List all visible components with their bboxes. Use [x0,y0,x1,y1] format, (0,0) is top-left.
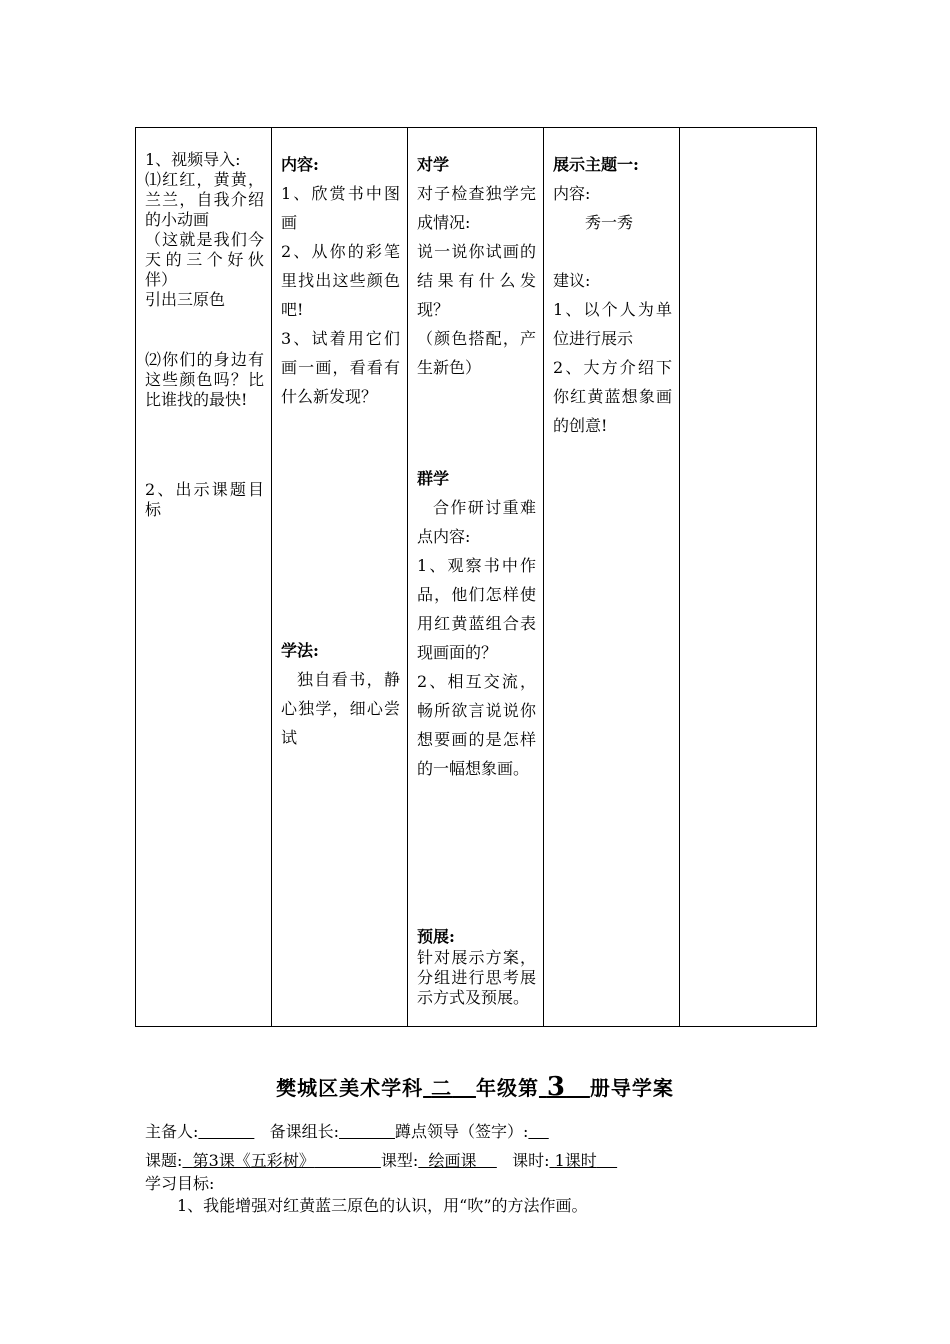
lesson-goal: 2、出示课题目标 [145,480,264,519]
pair-study-text: 对子检查独学完成情况: [417,184,536,232]
pair-study-note: （颜色搭配，产生新色） [417,329,536,377]
supervisor-label: 蹲点领导（签字）: [394,1122,529,1141]
show-topic-heading: 展示主题一: [553,155,639,174]
column-presentation [544,128,680,1027]
author-blank [198,1122,254,1141]
preview-heading: 预展: [417,927,455,946]
preview-text: 针对展示方案，分组进行思考展示方式及预展。 [417,948,536,1007]
advice-1: 1、以个人为单位进行展示 [553,300,672,348]
type-value: 绘画课 [428,1151,477,1170]
group-study-text: 合作研讨重难点内容: [417,498,536,546]
self-study-item-2: 2、从你的彩笔里找出这些颜色吧! [281,242,400,319]
leader-label: 备课组长: [269,1122,340,1141]
self-study-item-3: 3、试着用它们画一画，看看有什么新发现？ [281,329,400,406]
column-pair-group-study [408,128,544,1027]
pair-study-heading: 对学 [417,155,450,174]
title-grade: 二 [431,1076,453,1100]
topic-label: 课题: [145,1151,183,1170]
study-method: 独自看书，静心独学，细心尝试 [281,670,400,747]
type-label: 课型: [380,1151,419,1170]
group-study-item-2: 2、相互交流，畅所欲言说说你想要画的是怎样的一幅想象画。 [417,672,536,778]
hours-value: 1课时 [554,1151,597,1170]
show-content-label: 内容: [553,184,591,203]
show-content-value: 秀一秀 [585,213,634,232]
leader-blank [339,1122,395,1141]
title-prefix: 樊城区美术学科 [276,1076,424,1100]
title-mid: 年级第 [475,1076,539,1100]
hours-label: 课时: [512,1151,550,1170]
author-label: 主备人: [145,1122,199,1141]
page-title [0,1072,950,1102]
staff-line [145,1119,549,1142]
intro-note: （这就是我们今天的三个好伙伴） [145,230,264,289]
title-suffix: 册导学案 [589,1076,674,1100]
video-intro: 1、视频导入: [145,150,241,169]
lead-out: 引出三原色 [145,290,226,309]
intro-detail: ⑴红红，黄黄，兰兰，自我介绍的小动画 [145,170,264,229]
lesson-flow-table [135,127,817,1027]
supervisor-blank [528,1122,548,1141]
goal-1: 1、我能增强对红黄蓝三原色的认识，用“吹”的方法作画。 [177,1196,588,1215]
advice-label: 建议: [553,271,591,290]
column-empty [680,128,817,1027]
pair-study-question: 说一说你试画的结果有什么发现？ [417,242,536,319]
advice-2: 2、大方介绍下你红黄蓝想象画的创意! [553,358,672,435]
find-colors-question: ⑵你们的身边有这些颜色吗？比比谁找的最快! [145,350,264,409]
content-heading: 内容: [281,155,319,174]
group-study-heading: 群学 [417,469,450,488]
goals-label: 学习目标: [145,1174,215,1193]
column-self-study [272,128,408,1027]
group-study-item-1: 1、观察书中作品，他们怎样使用红黄蓝组合表现画面的？ [417,556,536,662]
title-volume: 3 [546,1072,567,1102]
self-study-item-1: 1、欣赏书中图画 [281,184,400,232]
column-intro [136,128,272,1027]
topic-value: 第3课《五彩树》 [192,1151,315,1170]
lesson-line [145,1148,617,1171]
method-heading: 学法: [281,641,319,660]
